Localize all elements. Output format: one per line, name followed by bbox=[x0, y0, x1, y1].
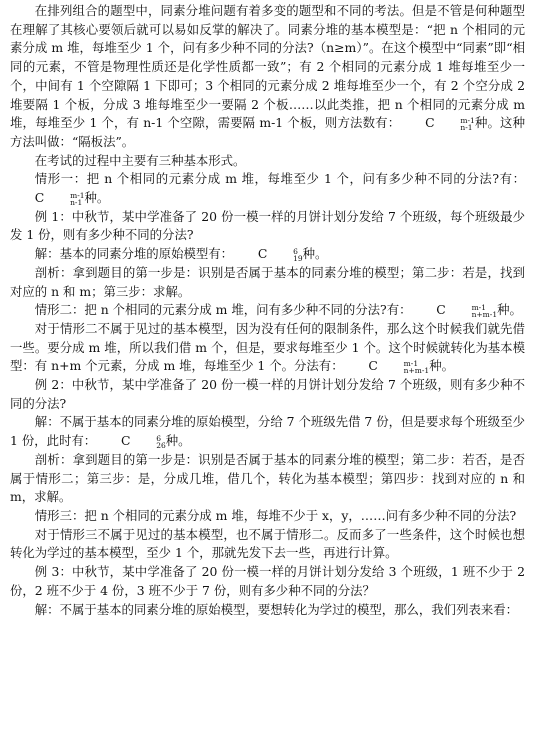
solution-3: 解：不属于基本的同素分堆的原始模型，要想转化为学过的模型，那么，我们列表来看： bbox=[34, 601, 519, 617]
case1-title: 情形一：把 n 个相同的元素分成 m 堆，每堆至少 1 个，问有多少种不同的分法?有：C m-1 n-1 种。 bbox=[10, 170, 525, 207]
combination-formula: C 6 26 bbox=[120, 433, 166, 450]
analysis-1: 剖析：拿到题目的第一步是：识别是否属于基本的同素分堆的模型；第二步：若是，找到对应的 n 和 m；第三步：求解。 bbox=[10, 264, 525, 299]
intro-paragraph: 在排列组合的题型中，同素分堆问题有着多变的题型和不同的考法。但是不管是何种题型在理解了其核心要领后就可以易如反掌的解决了。同素分堆的基本模型是：“把 n 个相同的元素分成 m 堆，每堆至少 1 个，问有多少种不同的分法?（n≥m）”。在这个模型中“同素”即“相同的元素，不管是物理性质还是化学性质都一致”；有 2 个相同的元素分成 1 堆每堆至少一个，中间有 1 个空隙隔 1 下即可；3 个相同的元素分成 2 堆每堆至少一个，有 2 个空分成 2 堆要隔 1 个板，分成 3 堆每堆至少一要隔 2 个板……以此类推，把 n 个相同的元素分成 m 堆，每堆至少 1 个，有 n-1 个空隙，需要隔 m-1 个板，则方法数有： C m-1 n-1 种。这种方法叫做：“隔板法”。 bbox=[10, 3, 526, 149]
combination-formula: C m-1 n-1 bbox=[34, 190, 85, 207]
combination-formula: C 6 19 bbox=[257, 246, 303, 263]
case3-explanation: 对于情形三不属于见过的基本模型，也不属于情形二。反而多了一些条件，这个时候也想转化为学过的基本模型，至少 1 个，那就先发下去一些，再进行计算。 bbox=[10, 526, 525, 561]
combination-formula: C m-1 n+m-1 bbox=[436, 302, 498, 319]
solution-2: 解：不属于基本的同素分堆的原始模型，分给 7 个班级先借 7 份，但是要求每个班级至少 1 份，此时有： C 6 26 种。 bbox=[10, 414, 525, 450]
combination-formula: C m-1 n+m-1 bbox=[368, 358, 430, 375]
analysis-2: 剖析：拿到题目的第一步是：识别是否属于基本的同素分堆的模型；第二步：若否，是否属于情形二；第三步：是，分成几堆，借几个，转化为基本模型；第四步：找到对应的 n 和 m，求解。 bbox=[10, 451, 525, 505]
case3-title: 情形三：把 n 个相同的元素分成 m 堆，每堆不少于 x，y，……问有多少种不同的分法? bbox=[34, 507, 517, 523]
example-2: 例 2：中秋节，某中学准备了 20 份一模一样的月饼计划分发给 7 个班级，则有多少种不同的分法? bbox=[10, 377, 525, 411]
case2-explanation: 对于情形二不属于见过的基本模型，因为没有任何的限制条件，那么这个时候我们就先借一些。要分成 m 堆，所以我们借 m 个，但是，要求每堆至少 1 个。这个时候就转化为基本模型：有 n+m 个元素，分成 m 堆，每堆至少 1 个。分法有： C m-1 n+m-1 种。 bbox=[10, 320, 525, 375]
example-1: 例 1：中秋节，某中学准备了 20 份一模一样的月饼计划分发给 7 个班级，每个班级最少发 1 份，则有多少种不同的分法? bbox=[10, 208, 525, 243]
combination-formula: C m-1 n-1 bbox=[425, 115, 475, 132]
example-3: 例 3：中秋节，某中学准备了 20 份一模一样的月饼计划分发给 3 个班级，1 班不少于 2 份，2 班不少于 4 份，3 班不少于 7 份，则有多少种不同的分法？ bbox=[10, 564, 525, 598]
solution-1: 解：基本的同素分堆的原始模型有： C 6 19 种。 bbox=[34, 246, 328, 263]
forms-intro: 在考试的过程中主要有三种基本形式。 bbox=[34, 152, 246, 168]
case2-title: 情形二：把 n 个相同的元素分成 m 堆，问有多少种不同的分法?有： C m-1 n+m-1 种。 bbox=[34, 302, 522, 319]
